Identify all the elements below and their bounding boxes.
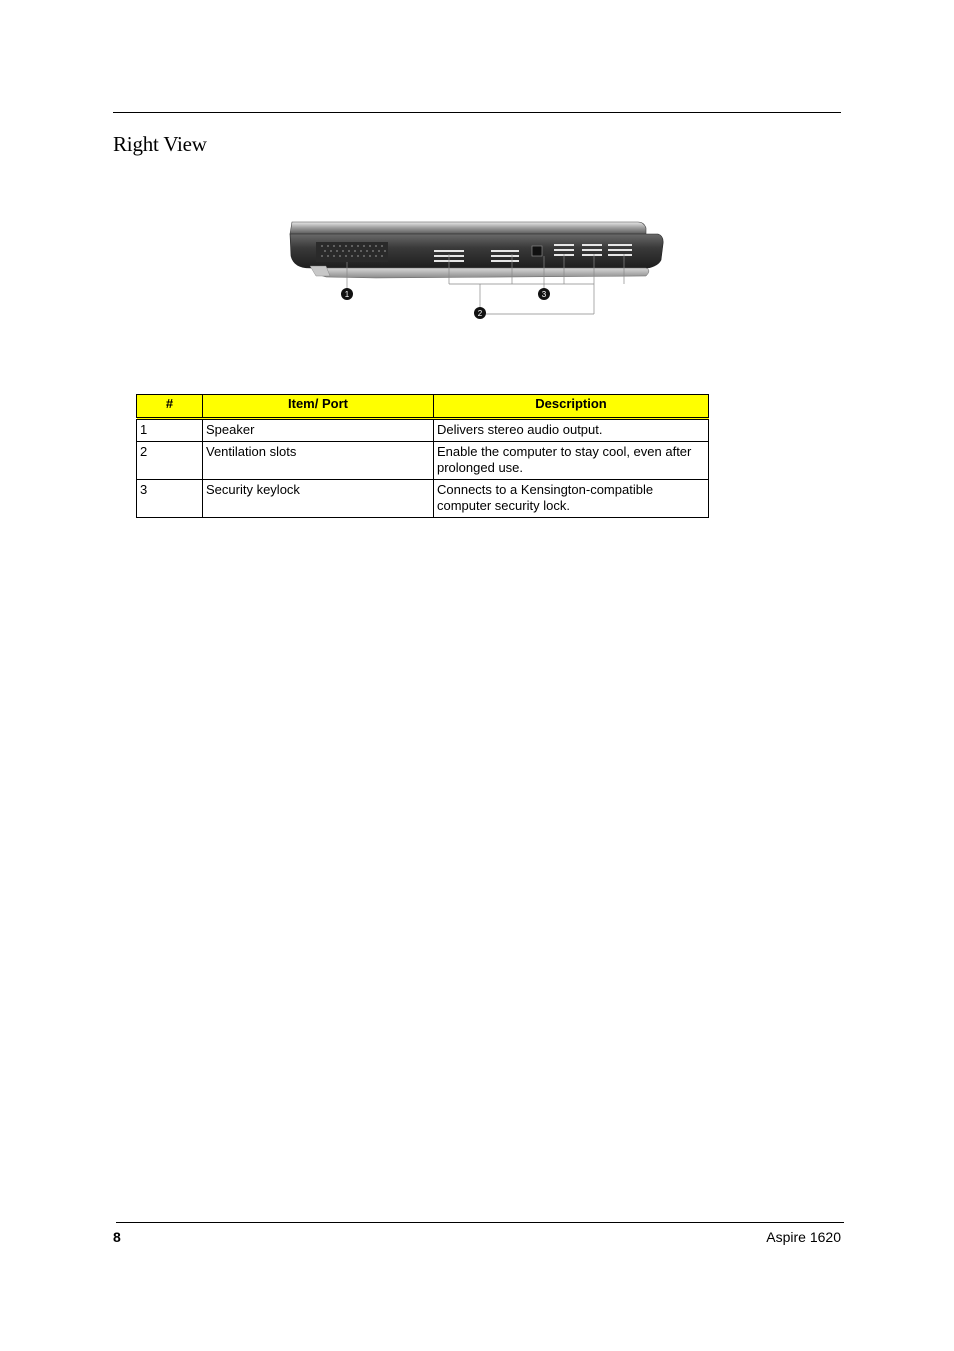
svg-text:2: 2: [477, 309, 483, 318]
section-title: Right View: [113, 132, 207, 156]
table-header-row: [137, 395, 709, 419]
svg-text:1: 1: [344, 290, 350, 299]
callout-1: [341, 288, 353, 300]
table-row: [137, 419, 709, 442]
security-keylock: [532, 246, 542, 256]
column-header-number: #: [137, 395, 203, 419]
header-rule: [113, 112, 841, 113]
row-number: 1: [137, 419, 203, 442]
product-name: Aspire 1620: [766, 1229, 841, 1245]
row-item: Speaker: [203, 419, 434, 442]
row-item: Ventilation slots: [203, 442, 434, 480]
row-number: 2: [137, 442, 203, 480]
callout-2: [474, 307, 486, 319]
laptop-right-view-figure: [286, 214, 670, 324]
footer-rule: [116, 1222, 844, 1223]
row-description: Delivers stereo audio output.: [434, 419, 709, 442]
row-number: 3: [137, 480, 203, 518]
column-header-item: Item/ Port: [203, 395, 434, 419]
row-description: Enable the computer to stay cool, even after prolonged use.: [434, 442, 709, 480]
ports-table: [136, 394, 709, 518]
speaker-grille: [316, 242, 388, 262]
column-header-description: Description: [434, 395, 709, 419]
callout-3: [538, 288, 550, 300]
table-row: [137, 480, 709, 518]
row-item: Security keylock: [203, 480, 434, 518]
page-number: 8: [113, 1229, 121, 1245]
svg-text:3: 3: [541, 290, 547, 299]
table-row: [137, 442, 709, 480]
row-description: Connects to a Kensington-compatible computer security lock.: [434, 480, 709, 518]
